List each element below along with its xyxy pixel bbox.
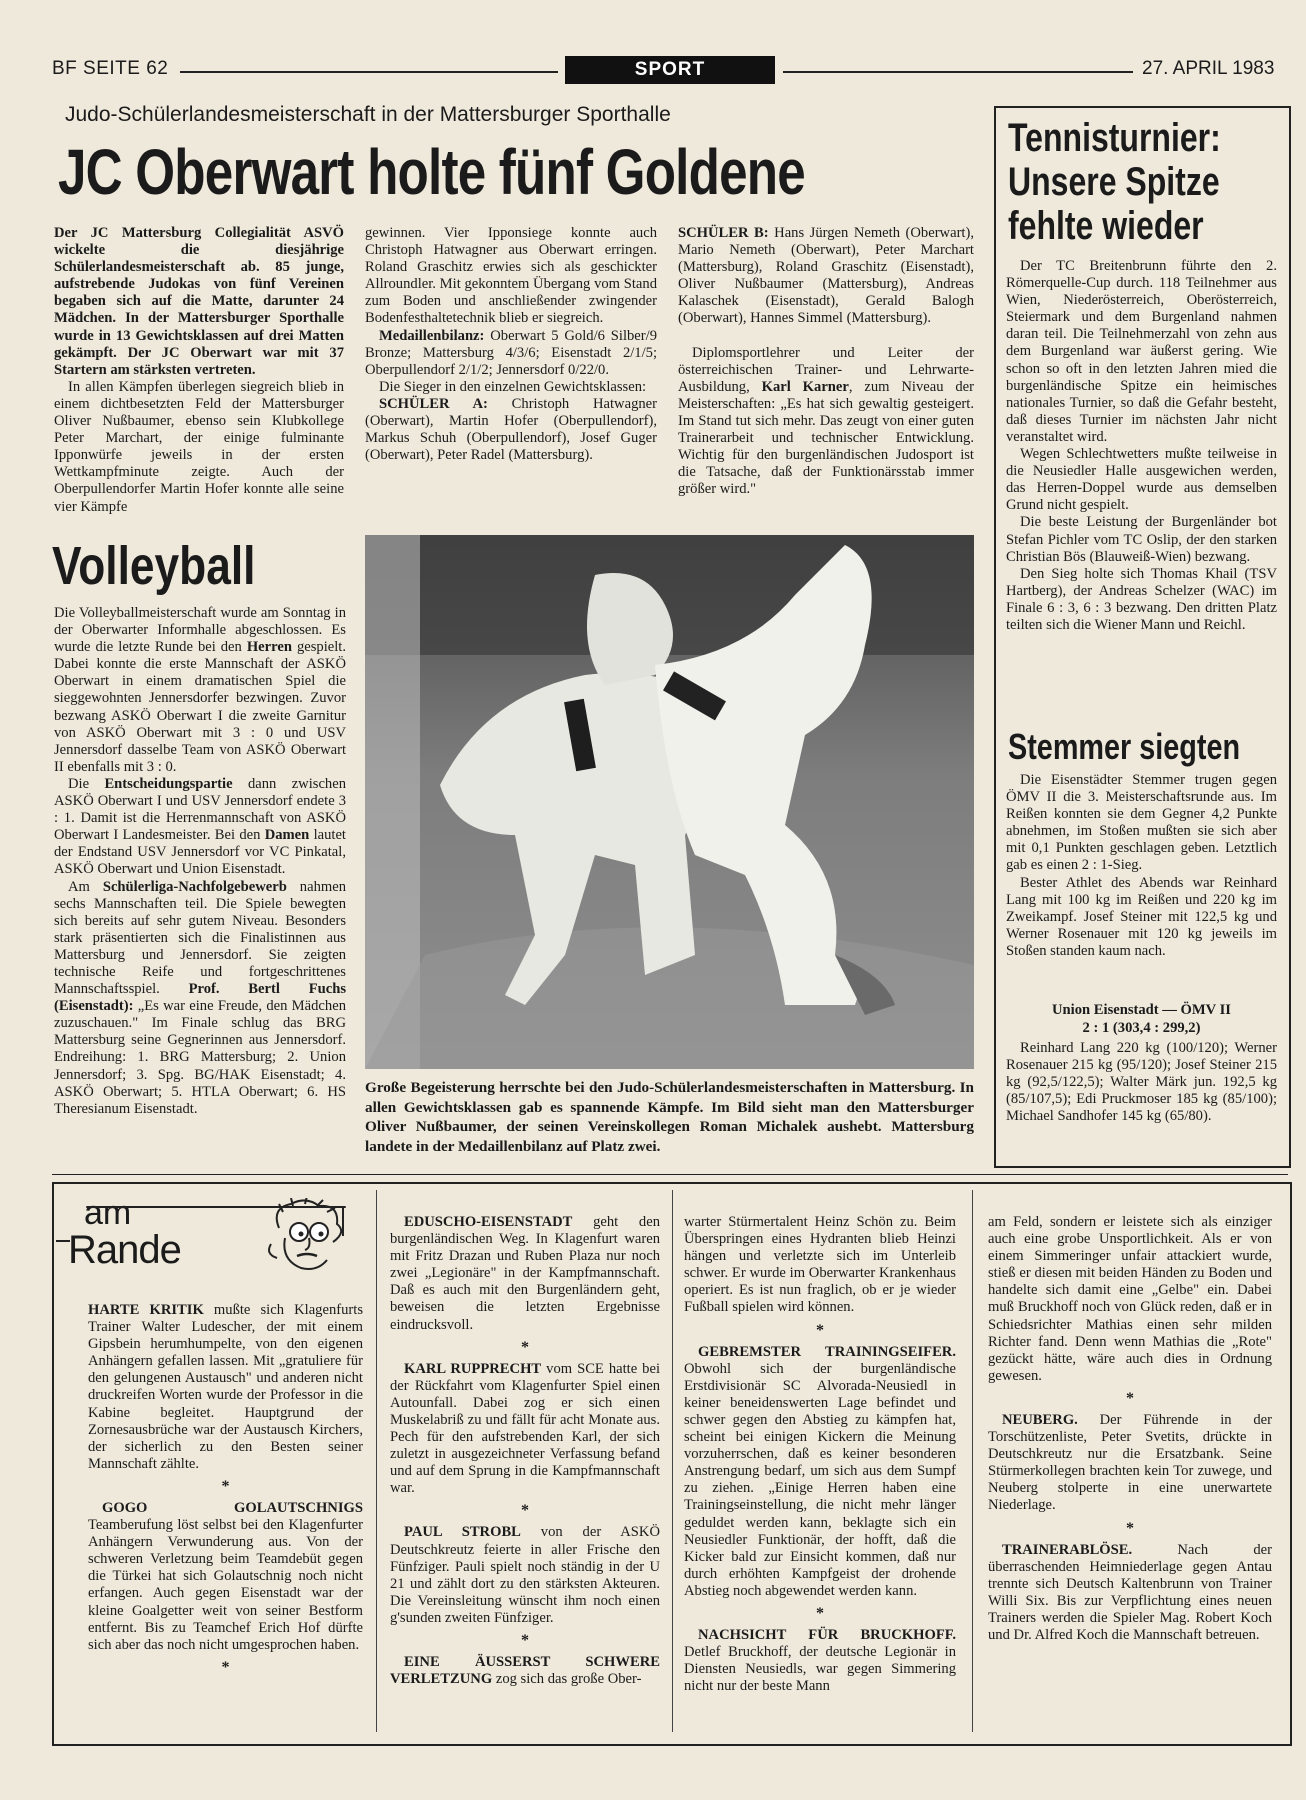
schueler-b: SCHÜLER B: Hans Jürgen Nemeth (Oberwart), Mario Nemeth (Oberwart), Peter Marchart (Mattersburg), Roland Graschitz (Eisenstadt), Oliver Nußbaumer (Mattersburg), Andreas Kalaschek (Eisenstadt), Gerald Balogh (Oberwart), Hannes Simmel (Mattersburg). [678,225,974,327]
tennis-paragraph: Den Sieg holte sich Thomas Khail (TSV Hartberg), der Andreas Schelzer (WAC) im Finale 6 : 3, 6 : 3 bezwang. Den dritten Platz teilten sich die Wiener Mann und Reichl. [1006,565,1277,633]
karner-quote: Diplomsportlehrer und Leiter der österreichischen Trainer- und Lehrwarte-Ausbildung, Karl Karner, zum Niveau der Meisterschaften: „Es hat sich gewaltig gesteigert. Im Stand tut sich mehr. Das zeugt von einer guten Trainerarbeit und technischer Entwicklung. Wichtig für den burgenländischen Judosport ist die Tatsache, daß der Funktionärsstab immer größer wird." [678,344,975,498]
rande-separator: * [521,1631,529,1649]
rande-column-4 [988,1214,1272,1644]
am-rande-logo [56,1196,346,1276]
stemmer-headline: Stemmer siegten [1008,726,1241,767]
judo-headline: JC Oberwart holte fünf Goldene [58,136,805,208]
rande-separator: * [1126,1389,1134,1407]
judo-paragraph: gewinnen. Vier Ipponsiege konnte auch Christoph Hatwagner aus Oberwart erringen. Roland Graschitz erwies sich als geschickter Allroundler. Mit gekonntem Übergang vom Stand zum Boden und anschließender zwingender Bodenfesthaltetechnik blieb er siegreich. [365,225,657,327]
rande-separator: * [816,1604,824,1622]
rande-item: GEBREMSTER TRAININGSEIFER. Obwohl sich der burgenländische Erstdivisionär SC Alvorada-Neusiedl in keiner beneidenswerten Lage befindet und schwer gegen den Abstieg zu kämpfen hat, scheint bei einigen Kickern die Meinung vorzuherrschen, daß es keiner besonderen Anstrengung bedarf, um sich aus dem Sumpf zu ziehen. „Einige Herren haben eine Trainingseinstellung, die nicht mehr länger geduldet werden kann, beklagte sich ein Neusiedler Funktionär, der hofft, daß die Kicker bald zur Einsicht kommen, daß nur durch erhöhten Kampfgeist der drohende Abstieg noch abgewendet werden kann. [684,1343,956,1599]
winners-intro: Die Sieger in den einzelnen Gewichtsklassen: [379,378,647,395]
tennis-paragraph: Der TC Breitenbrunn führte den 2. Römerquelle-Cup durch. 118 Teilnehmer aus Wien, Niederösterreich, Oberösterreich, Steiermark und dem Burgenland nahmen daran teil. Die Teilnehmerzahl von zehn aus dem Burgenland war äußerst gering. Wie schon so oft in den letzten Jahren mied die burgenländische Spitze ein heimisches nationales Turnier, so daß die Gefahr besteht, daß dieses Turnier im nächsten Jahr nicht veranstaltet wird. [1006,258,1277,445]
section-label: SPORT [565,56,775,84]
judo-lead: Der JC Mattersburg Collegialität ASVÖ wickelte die diesjährige Schülerlandesmeisterschaft ab. 85 junge, aufstrebende Judokas von fünf Vereinen begaben sich auf die Matte, darunter 24 Mädchen. In der Mattersburger Sporthalle wurde in 13 Gewichtsklassen auf drei Matten gekämpft. Der JC Oberwart war mit 37 Startern am stärksten vertreten. [54,225,344,378]
tennis-paragraph: Die beste Leistung der Burgenländer bot Stefan Pichler vom TC Oslip, der den starken Christian Bös (Blauweiß-Wien) bezwang. [1006,514,1277,565]
volleyball-paragraph: Die Entscheidungspartie dann zwischen ASKÖ Oberwart I und USV Jennersdorf endete 3 : 1. Damit ist die Herrenmannschaft von ASKÖ Oberwart I Landesmeister. Bei den Damen lautet der Endstand USV Jennersdorf vor VC Pinkatal, ASKÖ Oberwart und Union Eisenstadt. [54,775,346,878]
rande-item: EINE ÄUSSERST SCHWERE VERLETZUNG zog sich das große Ober- [390,1653,660,1688]
stemmer-paragraph: Bester Athlet des Abends war Reinhard Lang mit 100 kg im Reißen und 220 kg im Zweikampf. Josef Steiner mit 122,5 kg und Werner Rosenauer mit 120 kg jeweils im Stoßen standen kaum nach. [1006,874,1277,959]
tennis-headline-line: fehlte wieder [1008,204,1204,248]
tennis-headline-line: Tennisturnier: [1008,116,1221,160]
judo-photo [365,535,974,1069]
rande-item: am Feld, sondern er leistete sich als einziger auch eine grobe Unsportlichkeit. Als er von einem Simmeringer unfair attackiert wurde, stieß er diesen mit beiden Händen zu Boden und handelte sich damit eine „Gelbe" ein. Dabei muß Bruckhoff noch von Glück reden, daß er in Schiedsrichter Mathias einen sehr milden Richter fand. Denn wenn Mathias die „Rote" gezückt hätte, wäre auch dies in Ordnung gewesen. [988,1214,1272,1384]
judo-fighters-image [365,535,974,1069]
header-page-number: BF SEITE 62 [52,58,169,79]
stemmer-result-score: 2 : 1 (303,4 : 299,2) [1082,1020,1201,1036]
header-date: 27. APRIL 1983 [1142,58,1275,79]
judo-column-3 [678,225,974,498]
am-rande-logo-rande: Rande [68,1228,181,1272]
tennis-headline [1008,116,1221,248]
schueler-a: SCHÜLER A: Christoph Hatwagner (Oberwart), Martin Hofer (Oberpullendorf), Markus Schuh (Oberpullendorf), Josef Guger (Oberwart), Peter Radel (Mattersburg). [365,395,657,464]
rande-column-1 [88,1302,363,1681]
medaillenbilanz: Medaillenbilanz: Oberwart 5 Gold/6 Silber/9 Bronze; Mattersburg 4/3/6; Eisenstadt 2/1/5; Oberpullendorf 2/1/2; Jennersdorf 0/22/0. [365,327,657,378]
rande-item: HARTE KRITIK mußte sich Klagenfurts Trainer Walter Ludescher, der mit einem Gipsbein herumhumpelte, von den eigenen Anhängern gefallen lassen. Mit „gratuliere für den gelungenen Austausch" und anderen nicht druckreifen Worten wurde der Professor in die Kabine begleitet. Hauptgrund der Zornesausbrüche war der Austausch Kirchers, der sicherlich zu den Besten seiner Mannschaft zählte. [88,1302,363,1472]
rande-item: NACHSICHT FÜR BRUCKHOFF. Detlef Bruckhoff, der deutsche Legionär in Diensten Neusiedls, war gegen Simmering nicht nur der beste Mann [684,1626,956,1695]
tennis-body [1006,258,1277,634]
rande-separator: * [816,1321,824,1339]
rande-item: GOGO GOLAUTSCHNIGS Teamberufung löst selbst bei den Klagenfurter Anhängern Verwunderung aus. Von der schweren Verletzung beim Teamdebüt gegen die Türkei hat sich Golautschnig noch nicht erfangen. Auch gegen Eisenstadt war der kleine Goalgetter weit von seiner Bestform entfernt. Bis zu Teamchef Erich Hof dürfte sich aber das noch nicht umgesprochen haben. [88,1499,363,1653]
judo-column-2 [365,225,657,464]
judo-column-1 [54,225,344,516]
stemmer-paragraph: Die Eisenstädter Stemmer trugen gegen ÖMV II die 3. Meisterschaftsrunde aus. Im Reißen konnten sie dem Gegner 4,2 Punkte abnehmen, im Stoßen mußten sie sich aber mit 0,1 Punkten geschlagen geben. Letztlich gab es einen 2 : 1-Sieg. [1006,772,1277,874]
judo-photo-caption: Große Begeisterung herrschte bei den Judo-Schülerlandesmeisterschaften in Mattersburg. In allen Gewichtsklassen gab es spannende Kämpfe. Im Bild sieht man den Mattersburger Oliver Nußbaumer, der seinen Vereinskollegen Roman Michalek aushebt. Mattersburg landete in der Medaillenbilanz auf Platz zwei. [365,1079,974,1155]
rande-separator: * [221,1477,230,1495]
stemmer-body [1006,772,1277,960]
rande-separator: * [1126,1519,1134,1537]
judo-kicker: Judo-Schülerlandesmeisterschaft in der Mattersburger Sporthalle [65,103,671,126]
rande-separator: * [521,1502,529,1520]
stemmer-result-title: Union Eisenstadt — ÖMV II [1052,1002,1231,1018]
cartoon-face-icon [261,1198,351,1274]
volleyball-body [54,605,346,1118]
volleyball-headline: Volleyball [52,536,256,596]
tennis-headline-line: Unsere Spitze [1008,160,1220,204]
rande-item: EDUSCHO-EISENSTADT geht den burgenländischen Weg. In Klagenfurt waren mit Fritz Drazan und Ruben Plaza nur noch zwei „Legionäre" in der Kampfmannschaft. Daß es auch mit den Burgenländern geht, beweisen die letzten Ergebnisse eindrucksvoll. [390,1214,660,1333]
am-rande-logo-am: am [84,1194,132,1232]
tennis-paragraph: Wegen Schlechtwetters mußte teilweise in die Neusiedler Halle ausgewichen werden, das Herren-Doppel wurde aus demselben Grund nicht gespielt. [1006,446,1277,514]
rande-column-3 [684,1214,956,1695]
volleyball-paragraph: Die Volleyballmeisterschaft wurde am Sonntag in der Oberwarter Informhalle abgeschlossen. Es wurde die letzte Runde bei den Herren gespielt. Dabei konnte die erste Mannschaft der ASKÖ Oberwart in einem dramatischen Spiel die sieggewohnten Jennersdorfer bezwingen. Zuvor bezwang ASKÖ Oberwart I die zweite Garnitur von ASKÖ Oberwart mit 3 : 0 und USV Jennersdorf dasselbe Team von ASKÖ Oberwart II ebenfalls mit 3 : 0. [54,605,346,775]
judo-paragraph: In allen Kämpfen überlegen siegreich blieb in einem dichtbesetzten Feld der Mattersburger Oliver Nußbaumer, ebenso sein Klubkollege Peter Marchart, der einige fulminante Ipponwürfe jeweils in der ersten Wettkampfminute zeigte. Auch der Oberpullendorfer Martin Hofer konnte alle seine vier Kämpfe [54,378,344,515]
rande-item: PAUL STROBL von der ASKÖ Deutschkreutz feierte in aller Frische den Fünfziger. Pauli spielt noch ständig in der U 21 und zählt dort zu den stärksten Akteuren. Die Vereinsleitung wünscht ihm noch einen g'sunden zweiten Fünfziger. [390,1524,660,1626]
page-header [0,0,1306,90]
rande-separator: * [221,1658,230,1676]
volleyball-paragraph: Am Schülerliga-Nachfolgebewerb nahmen sechs Mannschaften teil. Die Spiele bewegten sich bereits auf sehr gutem Niveau. Besonders stark präsentierten sich die Finalistinnen aus Mattersburg und Jennersdorf. Sie zeigten technische Reife und fortgeschrittenes Mannschaftsspiel. Prof. Bertl Fuchs (Eisenstadt): „Es war eine Freude, den Mädchen zuzuschauen." Im Finale schlug das BRG Mattersburg seine Gegnerinnen aus Jennersdorf. Endreihung: 1. BRG Mattersburg; 2. Union Jennersdorf; 3. Spg. BG/HAK Eisenstadt; 4. ASKÖ Oberwart; 5. HTLA Oberwart; 6. HS Theresianum Eisenstadt. [54,878,346,1117]
rande-item: NEUBERG. Der Führende in der Torschützenliste, Peter Svetits, drückte in Deutschkreutz nur die Ersatzbank. Seine Stürmerkollegen brachten kein Tor zuwege, und Neuberg stolperte in eine unerwartete Niederlage. [988,1411,1272,1514]
rande-separator: * [521,1338,529,1356]
rande-item: KARL RUPPRECHT vom SCE hatte bei der Rückfahrt vom Klagenfurter Spiel einen Autounfall. Dabei zog er sich einen Muskelabriß zu und fällt für acht Monate aus. Pech für den aufstrebenden Karl, der sich zuletzt in ausgezeichneter Verfassung befand und auf dem Sprung in die Kampfmannschaft war. [390,1360,660,1497]
rande-column-2 [390,1214,660,1688]
stemmer-result-list: Reinhard Lang 220 kg (100/120); Werner Rosenauer 215 kg (95/120); Josef Steiner 215 kg (92,5/122,5); Walter Märk jun. 192,5 kg (85/107,5); Edi Pruckmoser 185 kg (85/100); Michael Sandhofer 145 kg (65/80). [1006,1040,1277,1125]
rande-item: TRAINERABLÖSE. Nach der überraschenden Heimniederlage gegen Antau trennte sich Deutsch Kaltenbrunn von Trainer Willi Six. Bis zur Verpflichtung eines neuen Trainers werden die Spieler Mag. Robert Koch und Dr. Alfred Koch die Mannschaft betreuen. [988,1541,1272,1643]
rande-item: warter Stürmertalent Heinz Schön zu. Beim Überspringen eines Hydranten blieb Heinzi hängen und verletzte sich im Unterleib schwer. Er wurde im Oberwarter Krankenhaus operiert. Es ist nun fraglich, ob er je wieder Fußball spielen wird können. [684,1214,956,1316]
